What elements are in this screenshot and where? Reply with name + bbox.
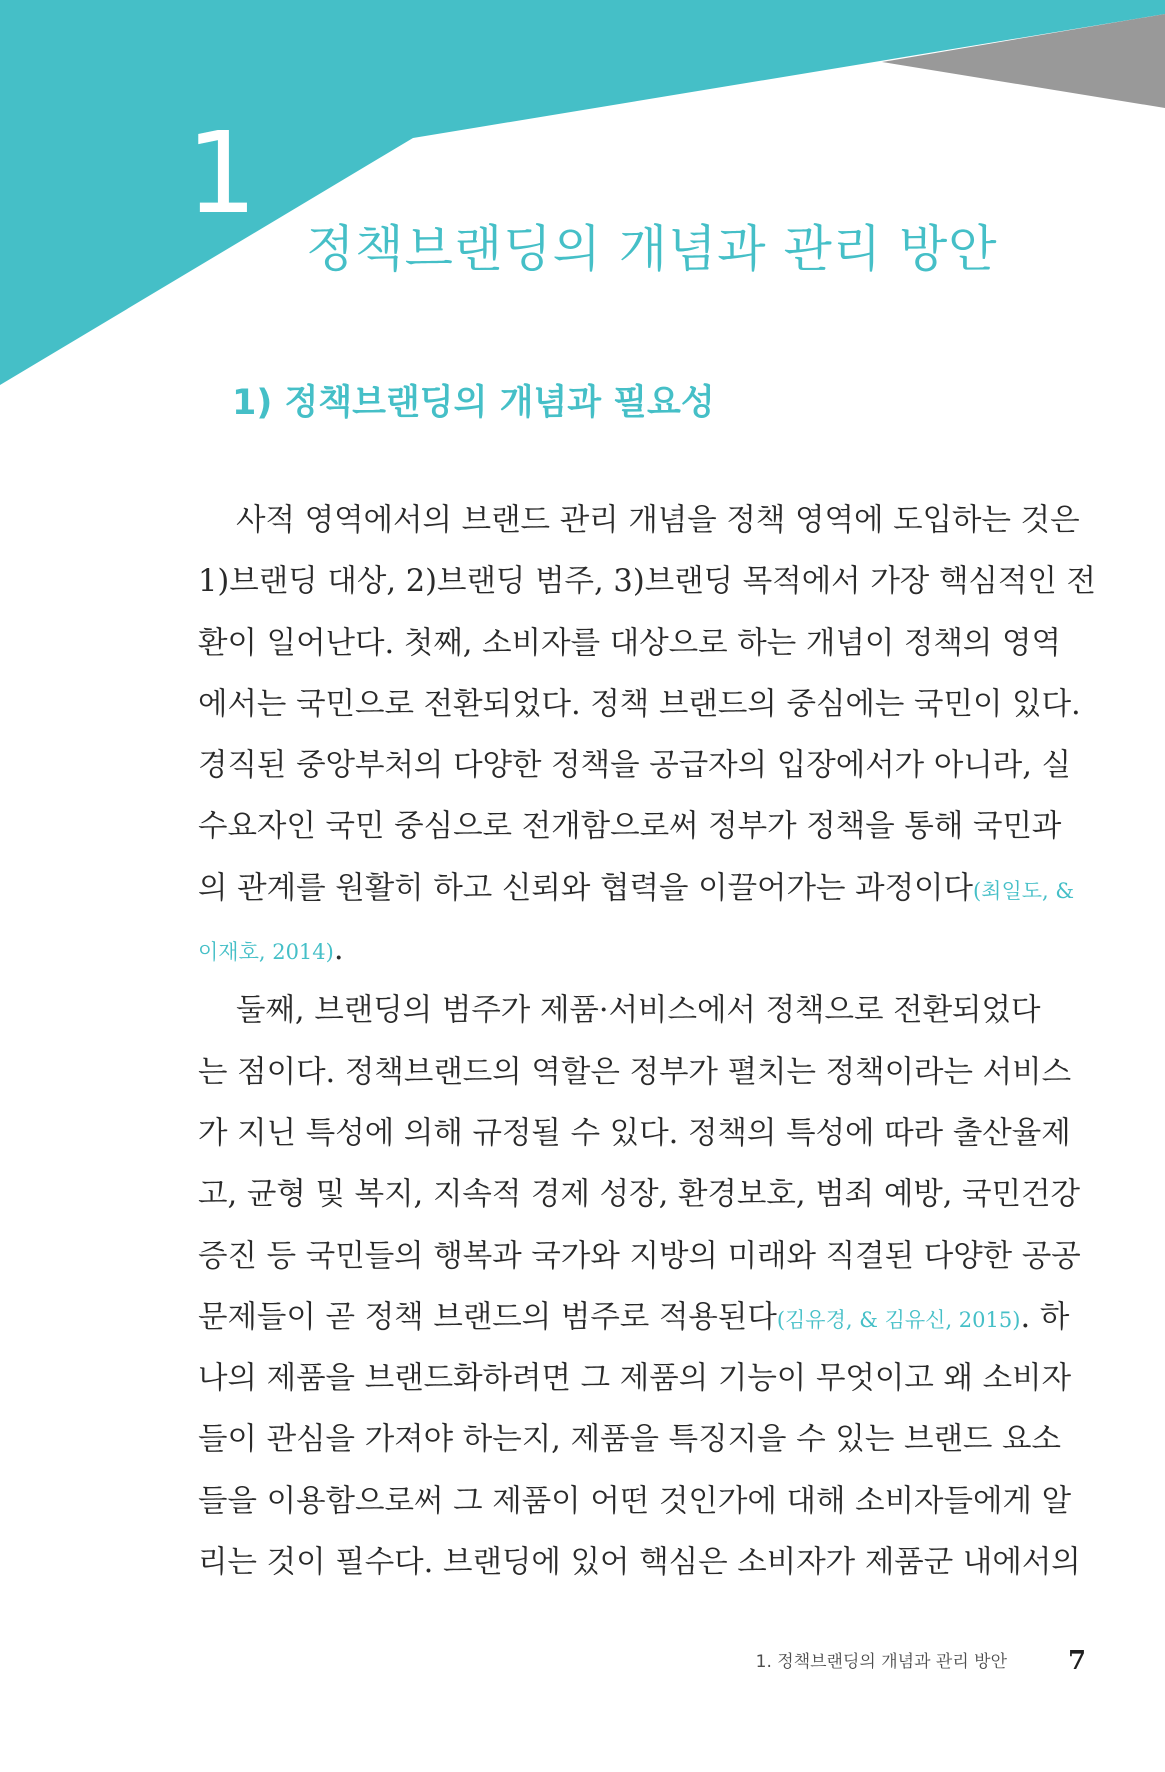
paragraph-1-line-2: 1)브랜딩 대상, 2)브랜딩 범주, 3)브랜딩 목적에서 가장 핵심적인 전	[198, 564, 1096, 600]
citation-choi-lee-continued: 이재호, 2014)	[198, 940, 334, 965]
paragraph-2-line-9: 들을 이용함으로써 그 제품이 어떤 것인가에 대해 소비자들에게 알	[198, 1483, 1072, 1519]
footer-running-title: 1. 정책브랜딩의 개념과 관리 방안	[755, 1652, 1007, 1672]
paragraph-1-line-8	[198, 919, 1006, 980]
page-number: 7	[1068, 1646, 1087, 1676]
citation-kim-kim: (김유경, & 김유신, 2015)	[776, 1307, 1021, 1332]
paragraph-1-line-8-tail: .	[333, 932, 344, 968]
chapter-number: 1	[186, 109, 258, 239]
paragraph-1-line-6: 수요자인 국민 중심으로 전개함으로써 정부가 정책을 통해 국민과	[198, 809, 1062, 845]
paragraph-1-line-1: 사적 영역에서의 브랜드 관리 개념을 정책 영역에 도입하는 것은	[236, 503, 1080, 538]
chapter-title: 정책브랜딩의 개념과 관리 방안	[306, 220, 998, 278]
paragraph-1-line-4: 에서는 국민으로 전환되었다. 정책 브랜드의 중심에는 국민이 있다.	[198, 686, 1081, 722]
citation-choi-lee: (최일도, &	[972, 878, 1075, 903]
header-decoration	[0, 0, 1165, 400]
paragraph-2-line-4: 고, 균형 및 복지, 지속적 경제 성장, 환경보호, 범죄 예방, 국민건강	[198, 1177, 1080, 1213]
paragraph-2-line-8: 들이 관심을 가져야 하는지, 제품을 특징지을 수 있는 브랜드 요소	[198, 1422, 1061, 1458]
paragraph-1-line-7-text: 의 관계를 원활히 하고 신뢰와 협력을 이끌어가는 과정이다	[198, 870, 973, 906]
body-text	[198, 490, 1096, 1593]
section-heading: 1) 정책브랜딩의 개념과 필요성	[232, 383, 715, 423]
paragraph-2-line-3: 가 지닌 특성에 의해 규정될 수 있다. 정책의 특성에 따라 출산율제	[198, 1115, 1071, 1151]
paragraph-2-line-7: 나의 제품을 브랜드화하려면 그 제품의 기능이 무엇이고 왜 소비자	[198, 1361, 1072, 1397]
paragraph-1-line-7	[198, 858, 1075, 919]
paragraph-2-line-5: 증진 등 국민들의 행복과 국가와 지방의 미래와 직결된 다양한 공공	[198, 1238, 1081, 1274]
paragraph-2-line-10: 리는 것이 필수다. 브랜딩에 있어 핵심은 소비자가 제품군 내에서의	[198, 1545, 1081, 1581]
paragraph-2-line-6	[198, 1287, 1070, 1348]
paragraph-2-line-1: 둘째, 브랜딩의 범주가 제품·서비스에서 정책으로 전환되었다	[236, 993, 1041, 1029]
paragraph-2-line-2: 는 점이다. 정책브랜드의 역할은 정부가 펼치는 정책이라는 서비스	[198, 1054, 1072, 1090]
paragraph-2-line-6-tail: . 하	[1020, 1299, 1070, 1335]
paragraph-1-line-3: 환이 일어난다. 첫째, 소비자를 대상으로 하는 개념이 정책의 영역	[198, 625, 1061, 661]
paragraph-2-line-6-text: 문제들이 곧 정책 브랜드의 범주로 적용된다	[198, 1299, 777, 1335]
paragraph-1-line-5: 경직된 중앙부처의 다양한 정책을 공급자의 입장에서가 아니라, 실	[198, 748, 1072, 784]
